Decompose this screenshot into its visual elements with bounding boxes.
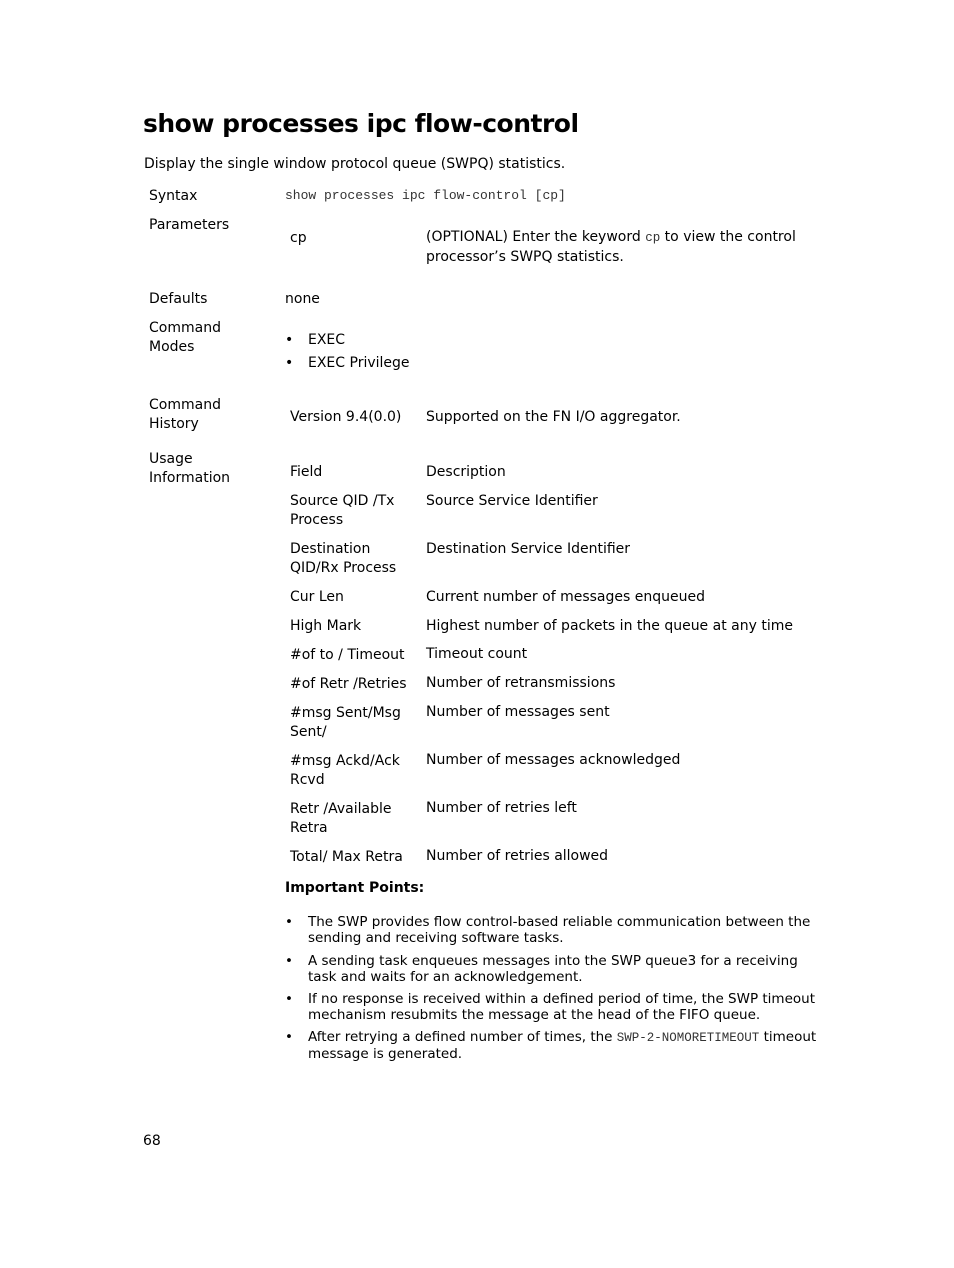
table-row-field-2: Rcvd [290,772,325,788]
table-row-desc: Highest number of packets in the queue at any time [426,618,793,634]
point-text [308,1029,828,1062]
bullet-icon: • [285,991,293,1007]
mode-item: EXEC Privilege [308,355,410,371]
mode-item: EXEC [308,332,346,348]
table-row-field-2: Sent/ [290,724,327,740]
parameter-desc-text-2: to view the control [660,229,796,245]
table-row-desc: Source Service Identifier [426,493,598,509]
history-version: Version 9.4(0.0) [290,409,402,425]
table-row-field: #of to / Timeout [290,647,405,663]
table-row-desc: Number of retries left [426,800,577,816]
table-row-field: #of Retr /Retries [290,676,407,692]
command-modes-label-2: Modes [149,339,195,355]
bullet-icon: • [285,1029,293,1045]
parameter-desc-text: (OPTIONAL) Enter the keyword [426,229,646,245]
history-note: Supported on the FN I/O aggregator. [426,409,681,425]
defaults-value: none [285,291,320,307]
table-row-field: Source QID /Tx [290,493,395,509]
page-title: show processes ipc flow-control [143,109,579,138]
table-row-desc: Current number of messages enqueued [426,589,705,605]
point-text: The SWP provides flow control-based reliable communication between the sending and receiving software tasks. [308,914,811,946]
bullet-icon: • [285,332,294,348]
command-modes-label: Command [149,320,221,336]
table-row-field: Destination [290,541,371,557]
command-history-label-2: History [149,416,199,432]
syntax-label: Syntax [149,188,198,204]
defaults-label: Defaults [149,291,208,307]
table-row-desc: Timeout count [426,646,528,662]
parameters-label: Parameters [149,217,230,233]
table-row-field: #msg Sent/Msg [290,705,401,721]
table-row-desc: Number of retries allowed [426,848,609,864]
table-row-field: Cur Len [290,589,344,605]
table-row-desc: Number of retransmissions [426,675,616,691]
parameter-description [426,228,796,248]
table-row-field-2: Retra [290,820,328,836]
point-text: If no response is received within a defined period of time, the SWP timeout mechanism resubmits the message at the head of the FIFO queue. [308,991,816,1023]
usage-label: Usage [149,451,193,467]
point-text: A sending task enqueues messages into the SWP queue3 for a receiving task and waits for an acknowledgement. [308,953,798,985]
syntax-command: show processes ipc flow-control [cp] [285,188,566,203]
table-row-field-2: QID/Rx Process [290,560,397,576]
point-text-pre: After retrying a defined number of times, the [308,1029,617,1045]
table-row-field: #msg Ackd/Ack [290,753,400,769]
command-history-label: Command [149,397,221,413]
table-header-field: Field [290,464,323,480]
bullet-icon: • [285,355,294,371]
bullet-icon: • [285,953,293,969]
bullet-icon: • [285,914,293,930]
table-row-field: High Mark [290,618,362,634]
table-row-field: Total/ Max Retra [290,849,403,865]
table-row-desc: Destination Service Identifier [426,541,631,557]
parameter-name: cp [290,230,307,246]
table-row-field-2: Process [290,512,344,528]
table-row-desc: Number of messages sent [426,704,610,720]
usage-label-2: Information [149,470,231,486]
page-number: 68 [143,1133,161,1149]
error-code: SWP-2-NOMORETIMEOUT [616,1031,760,1045]
important-points-heading: Important Points: [285,880,425,896]
table-row-field: Retr /Available [290,801,392,817]
table-header-description: Description [426,464,506,480]
table-row-desc: Number of messages acknowledged [426,752,681,768]
parameter-keyword: cp [645,231,661,245]
parameter-description-line2: processor’s SWPQ statistics. [426,249,624,265]
point-text-post: timeout message is generated. [308,1029,817,1062]
page-description: Display the single window protocol queue (SWPQ) statistics. [144,156,566,172]
